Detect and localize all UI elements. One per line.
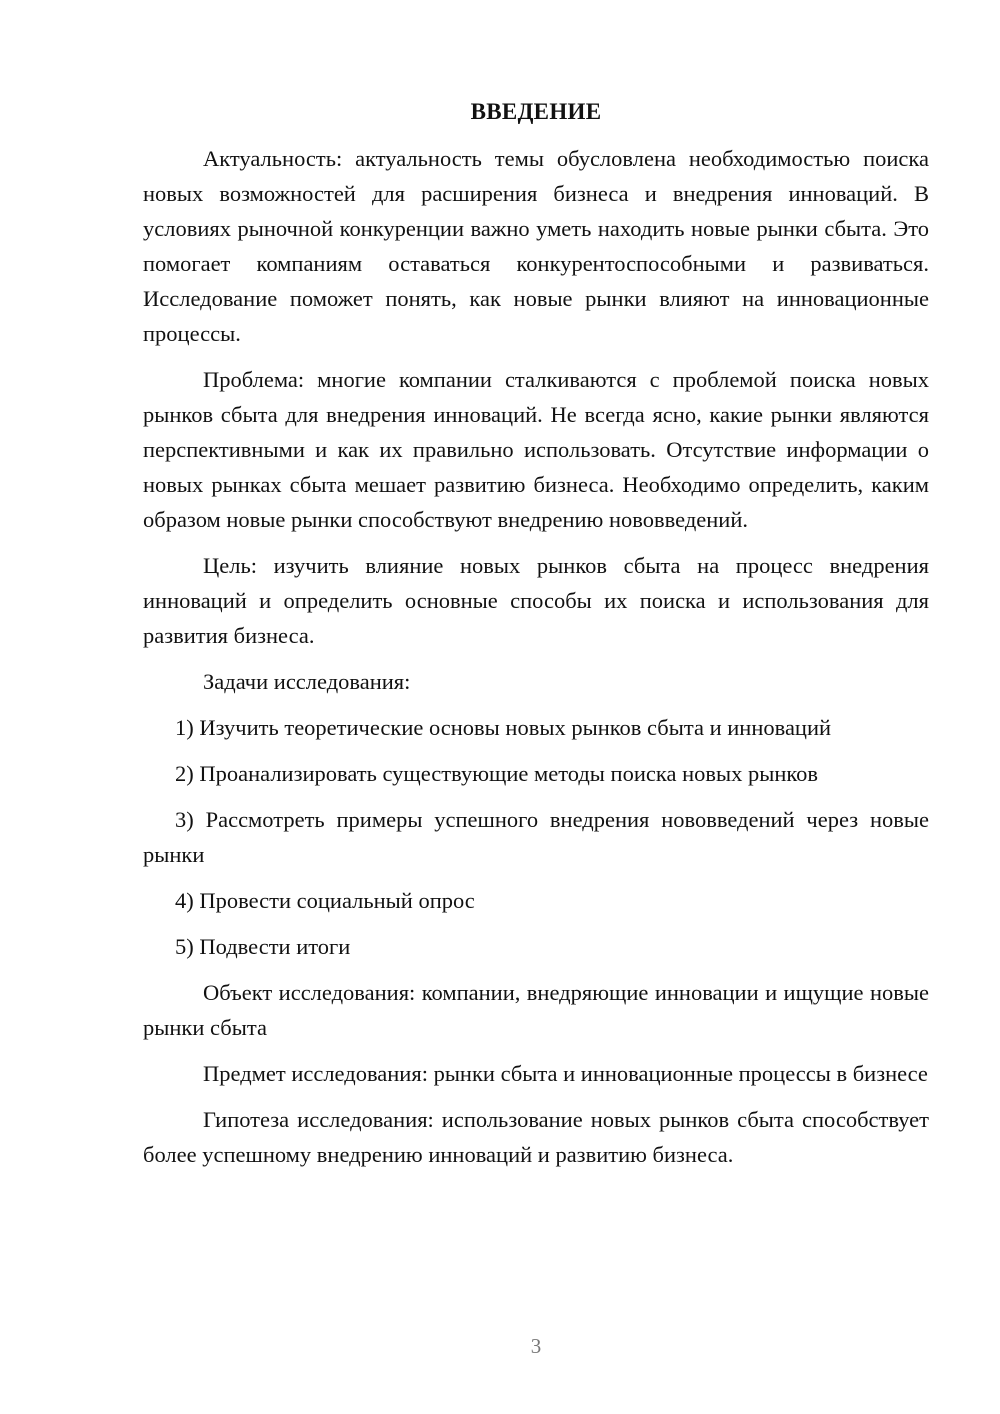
task-item-2: 2) Проанализировать существующие методы поиска новых рынков: [175, 761, 819, 786]
section-title: ВВЕДЕНИЕ: [470, 99, 602, 124]
goal-paragraph: Цель: изучить влияние новых рынков сбыта на процесс внедрения инноваций и определить основные способы их поиска и использования для развития бизнеса.: [143, 553, 929, 648]
subject-paragraph: Предмет исследования: рынки сбыта и инновационные процессы в бизнесе: [203, 1061, 928, 1086]
document-body: [143, 94, 929, 1183]
task-item-4: 4) Провести социальный опрос: [175, 888, 475, 913]
task-item-3: 3) Рассмотреть примеры успешного внедрения нововведений через новые рынки: [143, 807, 929, 867]
tasks-heading: Задачи исследования:: [203, 669, 411, 694]
task-item-1: 1) Изучить теоретические основы новых рынков сбыта и инноваций: [175, 715, 832, 740]
page-number: 3: [530, 1334, 542, 1358]
task-item-5: 5) Подвести итоги: [175, 934, 351, 959]
object-paragraph: Объект исследования: компании, внедряющие инновации и ищущие новые рынки сбыта: [143, 980, 929, 1040]
hypothesis-paragraph: Гипотеза исследования: использование новых рынков сбыта способствует более успешному внедрению инноваций и развитию бизнеса.: [143, 1107, 929, 1167]
relevance-paragraph: Актуальность: актуальность темы обусловлена необходимостью поиска новых возможностей для расширения бизнеса и внедрения инноваций. В условиях рыночной конкуренции важно уметь находить новые рынки сбыта. Это помогает компаниям оставаться конкурентоспособными и развиваться. Исследование поможет понять, как новые рынки влияют на инновационные процессы.: [143, 146, 929, 346]
problem-paragraph: Проблема: многие компании сталкиваются с проблемой поиска новых рынков сбыта для внедрения инноваций. Не всегда ясно, какие рынки являются перспективными и как их правильно использовать. Отсутствие информации о новых рынках сбыта мешает развитию бизнеса. Необходимо определить, каким образом новые рынки способствуют внедрению нововведений.: [143, 367, 929, 532]
